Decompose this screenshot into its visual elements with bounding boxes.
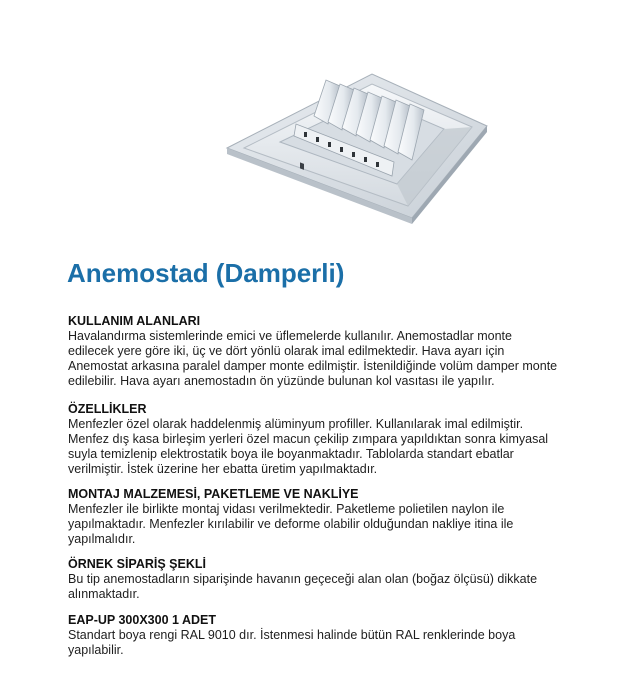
body-line: Bu tip anemostadların siparişinde havanın geçeceği alan olan (boğaz ölçüsü) dikkate xyxy=(68,572,538,586)
body-line: suyla temizlenip elektrostatik boya ile boyanmaktadır. Tablolarda standart ebatlar xyxy=(68,447,514,461)
section-body xyxy=(68,628,558,658)
body-line: Standart boya rengi RAL 9010 dır. İstenmesi halinde bütün RAL renklerinde boya xyxy=(68,628,516,642)
body-line: Menfezler ile birlikte montaj vidası verilmektedir. Paketleme polietilen naylon ile xyxy=(68,502,505,516)
body-line: verilmiştir. İstek üzerine her ebatta üretim yapılmaktadır. xyxy=(68,462,378,476)
product-image xyxy=(222,66,492,226)
body-line: alınmaktadır. xyxy=(68,587,140,601)
section-heading: EAP-UP 300X300 1 ADET xyxy=(68,613,216,627)
body-line: yapılmalıdır. xyxy=(68,532,136,546)
section-body xyxy=(68,572,558,602)
section-body xyxy=(68,417,558,477)
section-heading: ÖZELLİKLER xyxy=(68,402,147,416)
body-line: yapılabilir. xyxy=(68,643,124,657)
body-line: Anemostat arkasına paralel damper monte edilmiştir. İstenildiğinde volüm damper monte xyxy=(68,359,558,373)
page-title: Anemostad (Damperli) xyxy=(67,258,345,288)
section-order-example xyxy=(68,557,558,602)
section-heading: ÖRNEK SİPARİŞ ŞEKLİ xyxy=(68,557,206,571)
body-line: Menfezler özel olarak haddelenmiş alüminyum profiller. Kullanılarak imal edilmiştir. xyxy=(68,417,524,431)
body-line: Menfez dış kasa birleşim yerleri özel macun çekilip zımpara yapıldıktan sonra kimyasal xyxy=(68,432,549,446)
body-line: yapılmaktadır. Menfezler kırılabilir ve deforme olabilir olduğundan nakliye itina ile xyxy=(68,517,514,531)
body-line: edilecek yere göre iki, üç ve dört yönlü olarak imal edilmektedir. Hava ayarı için xyxy=(68,344,505,358)
section-body xyxy=(68,502,558,547)
body-line: edilebilir. Hava ayarı anemostadın ön yüzünde bulunan kol vasıtası ile yapılır. xyxy=(68,374,495,388)
section-usage-areas xyxy=(68,314,558,389)
section-mounting-packaging-shipping xyxy=(68,487,558,547)
section-order-code xyxy=(68,613,558,658)
section-heading: MONTAJ MALZEMESİ, PAKETLEME VE NAKLİYE xyxy=(68,487,359,501)
body-line: Havalandırma sistemlerinde emici ve üflemelerde kullanılır. Anemostadlar monte xyxy=(68,329,512,343)
section-body xyxy=(68,329,558,389)
section-heading: KULLANIM ALANLARI xyxy=(68,314,201,328)
section-features xyxy=(68,402,558,477)
